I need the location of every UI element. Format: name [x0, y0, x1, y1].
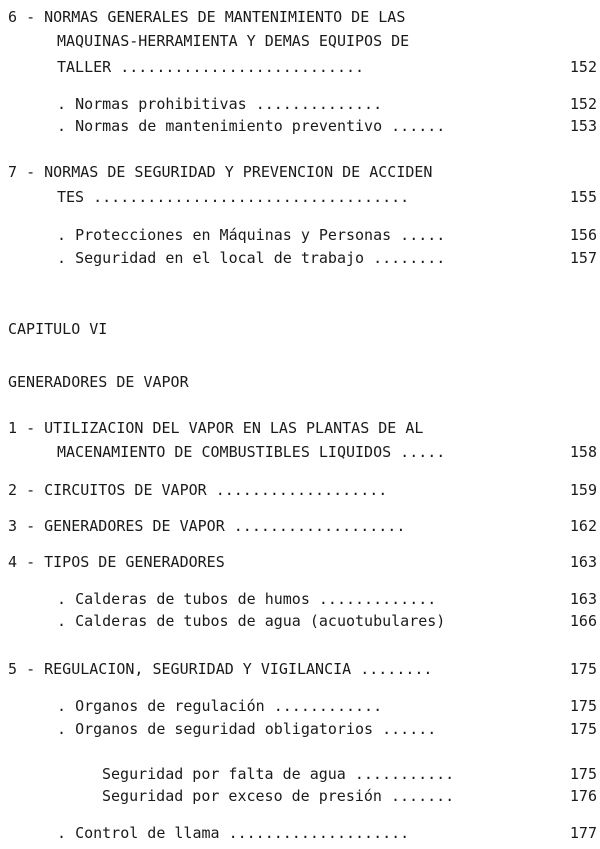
- toc-subitem: Seguridad por falta de agua ........... 175: [102, 765, 597, 783]
- page-number: 152: [569, 95, 597, 113]
- page-number: 157: [569, 249, 597, 267]
- page-number: 175: [569, 660, 597, 678]
- toc-item: . Calderas de tubos de humos ............. 163: [57, 590, 597, 608]
- section-7-line-1: 7 - NORMAS DE SEGURIDAD Y PREVENCION DE ACCIDEN: [8, 163, 433, 181]
- section-6-line-1: 6 - NORMAS GENERALES DE MANTENIMIENTO DE LAS: [8, 8, 406, 26]
- toc-item: . Normas de mantenimiento preventivo ...... 153: [57, 117, 597, 135]
- chapter-section-4: 4 - TIPOS DE GENERADORES 163: [8, 553, 597, 571]
- chapter-section-1-line-2: MACENAMIENTO DE COMBUSTIBLES LIQUIDOS ..... 158: [57, 443, 597, 461]
- page-number: 175: [569, 765, 597, 783]
- toc-subitem: Seguridad por exceso de presión ....... 176: [102, 787, 597, 805]
- chapter-section-1-line-1: 1 - UTILIZACION DEL VAPOR EN LAS PLANTAS DE AL: [8, 419, 424, 437]
- page-number: 177: [569, 824, 597, 842]
- page-number: 152: [569, 58, 597, 76]
- page-number: 162: [569, 517, 597, 535]
- chapter-section-5: 5 - REGULACION, SEGURIDAD Y VIGILANCIA ........ 175: [8, 660, 597, 678]
- toc-item: . Control de llama .................... 177: [57, 824, 597, 842]
- chapter-section-2: 2 - CIRCUITOS DE VAPOR ................... 159: [8, 481, 597, 499]
- page-number: 158: [569, 443, 597, 461]
- toc-item: . Seguridad en el local de trabajo ........ 157: [57, 249, 597, 267]
- toc-item: . Organos de seguridad obligatorios ...... 175: [57, 720, 597, 738]
- page-number: 163: [569, 590, 597, 608]
- section-number: 6: [8, 8, 18, 26]
- page-number: 155: [569, 188, 597, 206]
- toc-item: . Calderas de tubos de agua (acuotubulares) 166: [57, 612, 597, 630]
- section-6-line-3: TALLER ........................... 152: [57, 58, 597, 76]
- page-number: 175: [569, 720, 597, 738]
- toc-item: . Normas prohibitivas .............. 152: [57, 95, 597, 113]
- toc-item: . Organos de regulación ............ 175: [57, 697, 597, 715]
- section-7-line-2: TES ................................... 155: [57, 188, 597, 206]
- chapter-title: GENERADORES DE VAPOR: [8, 373, 189, 391]
- chapter-label: CAPITULO VI: [8, 320, 108, 338]
- page-number: 156: [569, 226, 597, 244]
- section-6-line-2: MAQUINAS-HERRAMIENTA Y DEMAS EQUIPOS DE: [57, 32, 410, 50]
- page-number: 166: [569, 612, 597, 630]
- chapter-section-3: 3 - GENERADORES DE VAPOR ................... 162: [8, 517, 597, 535]
- section-title: NORMAS GENERALES DE MANTENIMIENTO DE LAS: [44, 8, 406, 26]
- page-number: 153: [569, 117, 597, 135]
- page-number: 163: [569, 553, 597, 571]
- toc-item: . Protecciones en Máquinas y Personas ..... 156: [57, 226, 597, 244]
- page-number: 175: [569, 697, 597, 715]
- page-number: 159: [569, 481, 597, 499]
- page-number: 176: [569, 787, 597, 805]
